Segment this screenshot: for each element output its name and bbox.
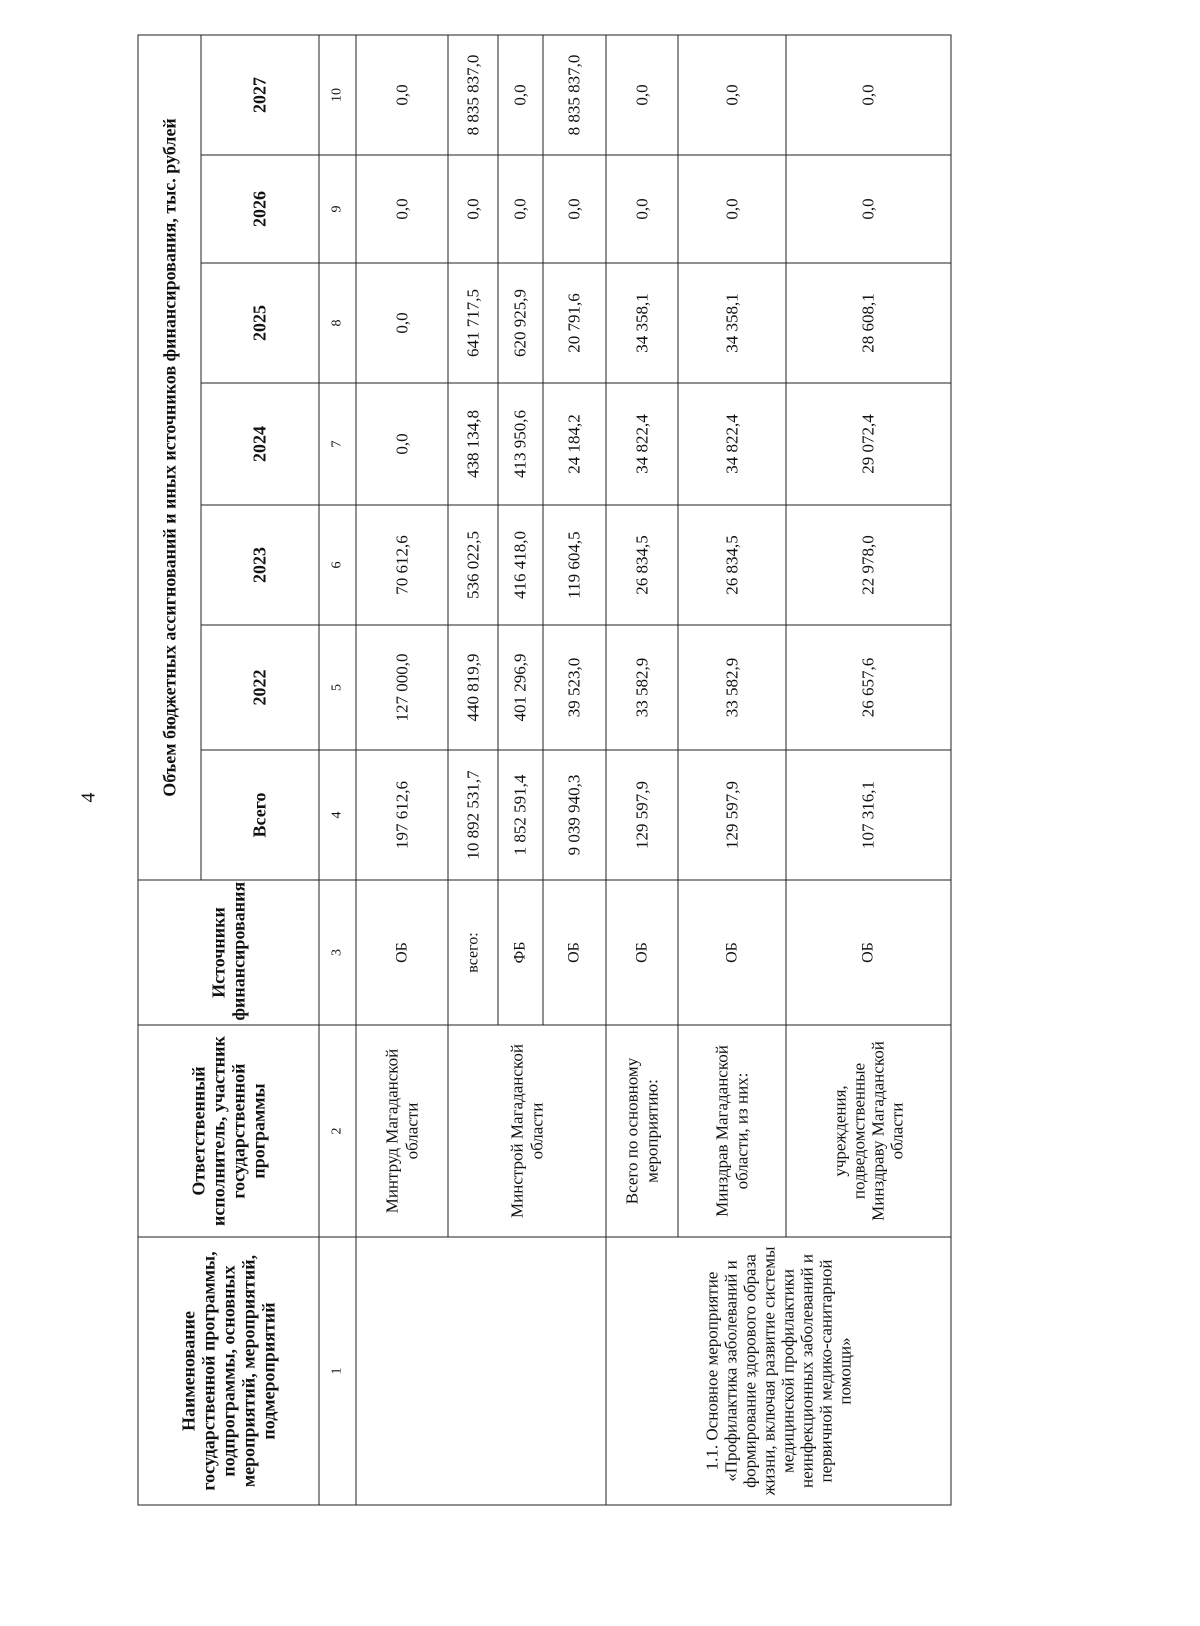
value-cell: 129 597,9	[678, 750, 786, 880]
header-year: 2027	[201, 34, 319, 154]
name-cell-empty	[356, 1237, 606, 1505]
header-year: Всего	[201, 750, 319, 880]
source-cell: ОБ	[543, 880, 606, 1025]
column-number: 1	[319, 1237, 356, 1505]
value-cell: 0,0	[786, 34, 951, 154]
value-cell: 34 822,4	[606, 383, 678, 505]
value-cell: 0,0	[786, 155, 951, 263]
value-cell: 39 523,0	[543, 625, 606, 750]
header-name: Наименование государственной программы, подпрограммы, основных мероприятий, мероприятий, подмероприятий	[138, 1237, 319, 1505]
value-cell: 0,0	[678, 155, 786, 263]
value-cell: 8 835 837,0	[543, 34, 606, 154]
column-number: 5	[319, 625, 356, 750]
executor-cell: Минтруд Магаданской области	[356, 1025, 448, 1237]
value-cell: 29 072,4	[786, 383, 951, 505]
value-cell: 34 358,1	[606, 263, 678, 383]
header-executor: Ответственный исполнитель, участник государственной программы	[138, 1025, 319, 1237]
table-row	[606, 34, 678, 1504]
value-cell: 0,0	[498, 155, 543, 263]
value-cell: 119 604,5	[543, 505, 606, 625]
column-number: 8	[319, 263, 356, 383]
value-cell: 416 418,0	[498, 505, 543, 625]
value-cell: 9 039 940,3	[543, 750, 606, 880]
value-cell: 0,0	[356, 155, 448, 263]
source-cell: всего:	[448, 880, 498, 1025]
column-number: 6	[319, 505, 356, 625]
header-year: 2022	[201, 625, 319, 750]
header-year: 2025	[201, 263, 319, 383]
value-cell: 620 925,9	[498, 263, 543, 383]
header-year: 2024	[201, 383, 319, 505]
value-cell: 8 835 837,0	[448, 34, 498, 154]
funding-table	[137, 34, 951, 1505]
source-cell: ОБ	[356, 880, 448, 1025]
value-cell: 0,0	[356, 263, 448, 383]
header-year: 2023	[201, 505, 319, 625]
value-cell: 401 296,9	[498, 625, 543, 750]
header-year: 2026	[201, 155, 319, 263]
value-cell: 33 582,9	[606, 625, 678, 750]
value-cell: 26 834,5	[606, 505, 678, 625]
value-cell: 440 819,9	[448, 625, 498, 750]
value-cell: 129 597,9	[606, 750, 678, 880]
value-cell: 413 950,6	[498, 383, 543, 505]
source-cell: ОБ	[678, 880, 786, 1025]
header-source: Источники финансирования	[138, 880, 319, 1025]
executor-cell: учреждения, подведомственные Минздраву Магаданской области	[786, 1025, 951, 1237]
value-cell: 26 657,6	[786, 625, 951, 750]
value-cell: 20 791,6	[543, 263, 606, 383]
value-cell: 0,0	[498, 34, 543, 154]
column-number: 3	[319, 880, 356, 1025]
header-funding: Объем бюджетных ассигнований и иных источников финансирования, тыс. рублей	[138, 34, 201, 879]
source-cell: ФБ	[498, 880, 543, 1025]
column-number: 4	[319, 750, 356, 880]
source-cell: ОБ	[786, 880, 951, 1025]
value-cell: 22 978,0	[786, 505, 951, 625]
value-cell: 641 717,5	[448, 263, 498, 383]
value-cell: 0,0	[606, 155, 678, 263]
value-cell: 26 834,5	[678, 505, 786, 625]
column-number: 10	[319, 34, 356, 154]
value-cell: 34 822,4	[678, 383, 786, 505]
source-cell: ОБ	[606, 880, 678, 1025]
table-row	[356, 34, 448, 1504]
value-cell: 127 000,0	[356, 625, 448, 750]
value-cell: 0,0	[448, 155, 498, 263]
value-cell: 0,0	[356, 34, 448, 154]
value-cell: 536 022,5	[448, 505, 498, 625]
value-cell: 1 852 591,4	[498, 750, 543, 880]
funding-table-rotated	[137, 35, 950, 1505]
value-cell: 28 608,1	[786, 263, 951, 383]
column-number: 2	[319, 1025, 356, 1237]
name-cell: 1.1. Основное мероприятие «Профилактика заболеваний и формирование здорового образа жизни, включая развитие системы медицинской профилактики неинфекционных заболеваний и первичной медико-санитарной помощи»	[606, 1237, 951, 1505]
executor-cell: Минздрав Магаданской области, из них:	[678, 1025, 786, 1237]
value-cell: 10 892 531,7	[448, 750, 498, 880]
value-cell: 438 134,8	[448, 383, 498, 505]
column-number: 7	[319, 383, 356, 505]
executor-cell: Минстрой Магаданской области	[448, 1025, 606, 1237]
value-cell: 0,0	[543, 155, 606, 263]
page-number: 4	[77, 792, 100, 803]
value-cell: 33 582,9	[678, 625, 786, 750]
value-cell: 197 612,6	[356, 750, 448, 880]
executor-cell: Всего по основному мероприятию:	[606, 1025, 678, 1237]
column-number: 9	[319, 155, 356, 263]
value-cell: 34 358,1	[678, 263, 786, 383]
value-cell: 70 612,6	[356, 505, 448, 625]
value-cell: 24 184,2	[543, 383, 606, 505]
value-cell: 0,0	[606, 34, 678, 154]
value-cell: 107 316,1	[786, 750, 951, 880]
value-cell: 0,0	[356, 383, 448, 505]
value-cell: 0,0	[678, 34, 786, 154]
